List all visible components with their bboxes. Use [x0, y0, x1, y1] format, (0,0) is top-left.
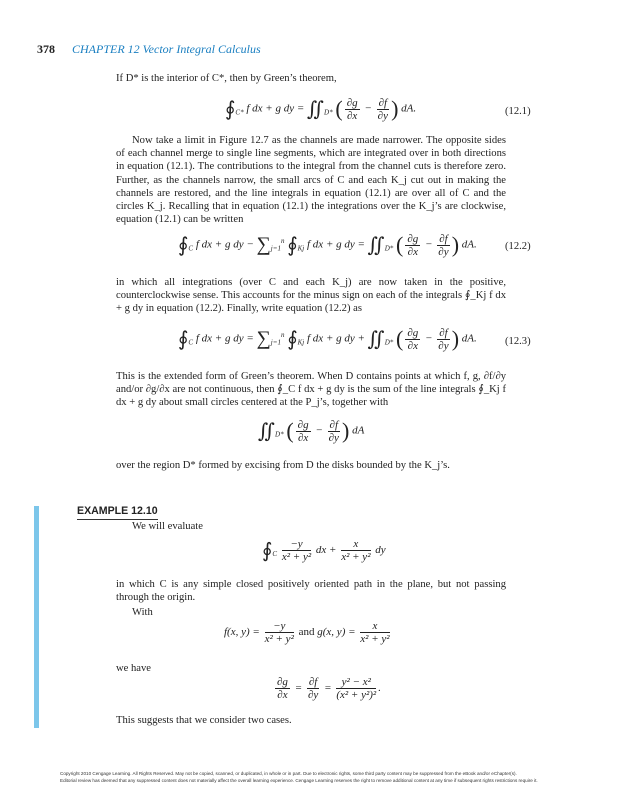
- example-paragraph-4: we have: [116, 663, 151, 674]
- example-sidebar: [34, 506, 39, 728]
- equation-12-1: $∮_{C*}$ f dx + g dy = $∬_{D*}$ ( $\frac{\partial g}{\partial x}$ − $\frac{\partial f}{\partial y}$ ) dA.: [225, 96, 417, 122]
- example-derivatives: $\frac{\partial g}{\partial x}$ = $\frac{\partial f}{\partial y}$ = $\frac{\text{y² − x²}}{\text{(x² + y²)²}}$ .: [277, 676, 381, 701]
- paragraph-3: in which all integrations (over C and each K_j) are now taken in the positive, counterclockwise sense. This accounts for the minus sign on each of the integrals ∮_Kj f dx + g dy in equation (12.2). Finally, write equation (12.2) as: [116, 277, 506, 315]
- example-paragraph-1: We will evaluate: [132, 521, 203, 532]
- equation-12-2: $∮_C$ f dx + g dy − $\sum_{j=1}^n$ $∮_{Kj}$ f dx + g dy = $∬_{D*}$ ( $\frac{\partial g}{\partial x}$ − $\frac{\partial f}{\partial y}$ ) dA.: [178, 232, 477, 258]
- example-paragraph-5: This suggests that we consider two cases.: [116, 715, 292, 726]
- page-number: 378: [37, 42, 55, 56]
- page-header: [37, 42, 261, 57]
- paragraph-1: If D* is the interior of C*, then by Green’s theorem,: [116, 73, 337, 84]
- footer-line-1: Copyright 2010 Cengage Learning. All Rights Reserved. May not be copied, scanned, or duplicated, in whole or in part. Due to electronic rights, some third party content may be suppressed from the eBook and/or eChapter(s).: [60, 771, 517, 776]
- example-title: EXAMPLE 12.10: [77, 505, 158, 520]
- example-definitions: f(x, y) = $\frac{-y}{\text{x² + y²}}$ and g(x, y) = $\frac{x}{\text{x² + y²}}$: [224, 620, 390, 645]
- example-paragraph-3: With: [132, 607, 153, 618]
- example-integral: $∮_C$ $\frac{-y}{\text{x² + y²}}$ dx + $\frac{x}{\text{x² + y²}}$ dy: [262, 538, 386, 563]
- equation-number-12-3: (12.3): [505, 336, 531, 347]
- area-integral: $∬_{D*}$ ( $\frac{\partial g}{\partial x}$ − $\frac{\partial f}{\partial y}$ ) dA: [258, 418, 365, 444]
- equation-number-12-2: (12.2): [505, 241, 531, 252]
- footer-line-2: Editorial review has deemed that any suppressed content does not materially affect the overall learning experience. Cengage Learning reserves the right to remove additional content at any time if subsequent rights restrictions require it.: [60, 778, 538, 783]
- paragraph-5: over the region D* formed by excising from D the disks bounded by the K_j’s.: [116, 460, 450, 471]
- copyright-footer: [60, 770, 580, 784]
- equation-12-3: $∮_C$ f dx + g dy = $\sum_{j=1}^n$ $∮_{Kj}$ f dx + g dy + $∬_{D*}$ ( $\frac{\partial g}{\partial x}$ − $\frac{\partial f}{\partial y}$ ) dA.: [178, 326, 477, 352]
- paragraph-4: This is the extended form of Green’s theorem. When D contains points at which f, g, ∂f/∂y and/or ∂g/∂x are not continuous, then ∮_C f dx + g dy is the sum of the line integrals ∮_Kj f dx + g dy about small circles centered at the P_j’s, together with: [116, 371, 506, 409]
- paragraph-2: Now take a limit in Figure 12.7 as the channels are made narrower. The opposite sides of each channel merge to single line segments, which are integrated over in both directions in equation (12.1). The contributions to the integral from the channel cuts is therefore zero. Further, as the channels narrow, the small arcs of C and each K_j cut out in making the channels are restored, and the line integrals in equation (12.1) are over all of C and the circles K_j. Recalling that in equation (12.1) the integrations over the K_j’s are clockwise, equation (12.1) can be written: [116, 135, 506, 226]
- equation-number-12-1: (12.1): [505, 106, 531, 117]
- chapter-title: CHAPTER 12 Vector Integral Calculus: [72, 42, 261, 56]
- example-paragraph-2: in which C is any simple closed positively oriented path in the plane, but not passing through the origin.: [116, 579, 506, 604]
